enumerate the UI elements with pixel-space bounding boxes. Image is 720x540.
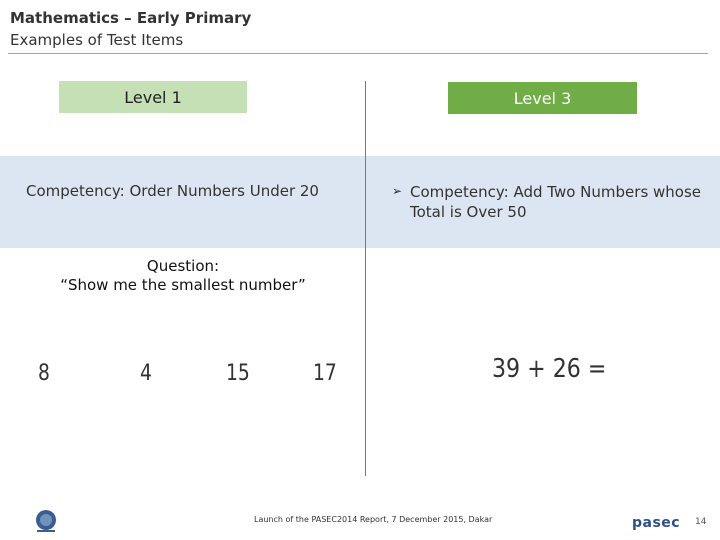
number-item: 4	[140, 361, 152, 386]
footer-launch-text: Launch of the PASEC2014 Report, 7 December 2015, Dakar	[254, 515, 493, 524]
number-item: 8	[38, 361, 50, 386]
number-item: 15	[226, 361, 250, 386]
level-3-box: Level 3	[448, 82, 637, 114]
header-rule	[8, 53, 708, 54]
question-text: “Show me the smallest number”	[60, 276, 306, 294]
page-number: 14	[695, 517, 707, 527]
pasec-emblem-icon	[33, 508, 59, 534]
pasec-logo: pasec	[632, 515, 681, 531]
level-1-box: Level 1	[59, 81, 247, 113]
addition-equation: 39 + 26 =	[492, 354, 607, 384]
question-label: Question:	[146, 257, 220, 275]
number-item: 17	[313, 361, 337, 386]
competency-level-1: Competency: Order Numbers Under 20	[26, 182, 319, 200]
competency-level-3: Competency: Add Two Numbers whose Total is Over 50	[410, 183, 702, 221]
bullet-arrow-icon: ➢	[392, 184, 403, 198]
column-divider	[365, 81, 366, 476]
page-subtitle: Examples of Test Items	[10, 31, 184, 49]
page-title: Mathematics – Early Primary	[10, 9, 252, 27]
question-block	[40, 257, 326, 295]
